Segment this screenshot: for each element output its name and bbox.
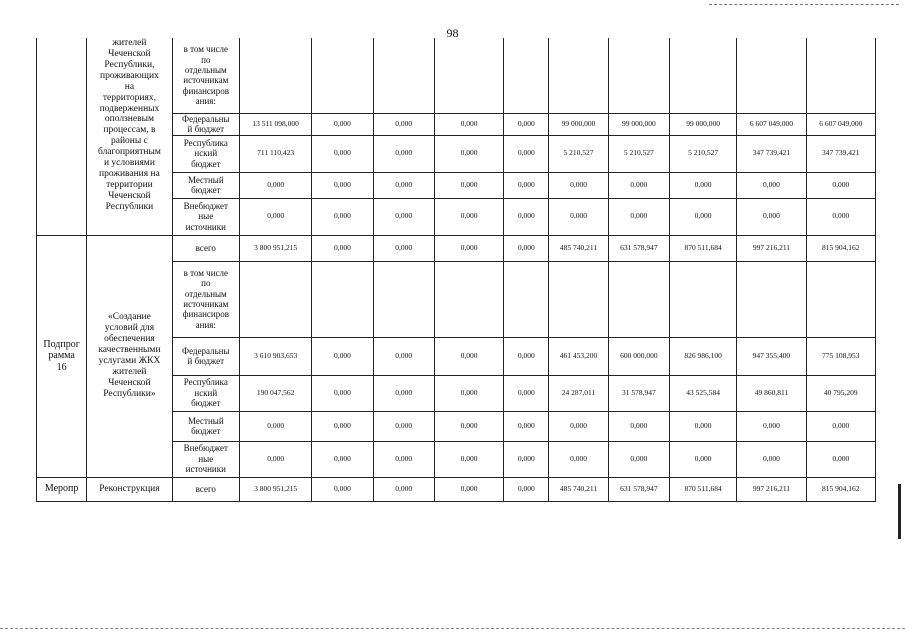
amount-cell: 0,000 <box>608 441 669 477</box>
amount-cell: 0,000 <box>434 235 503 261</box>
amount-cell: 0,000 <box>434 411 503 441</box>
amount-cell: 870 511,684 <box>669 235 736 261</box>
amount-cell: 0,000 <box>737 411 806 441</box>
amount-cell: 826 986,100 <box>669 337 736 375</box>
scan-artifact-bottom <box>0 628 905 629</box>
budget-table-body <box>37 38 876 501</box>
amount-cell: 711 110,423 <box>239 135 311 172</box>
budget-table <box>36 38 876 502</box>
program-cell: Меропр <box>37 477 87 501</box>
funding-source-label: всего <box>172 235 239 261</box>
amount-cell: 0,000 <box>608 172 669 198</box>
amount-cell: 0,000 <box>312 411 373 441</box>
amount-cell: 0,000 <box>312 135 373 172</box>
amount-cell <box>806 38 875 113</box>
amount-cell: 0,000 <box>504 375 549 411</box>
funding-source-label: всего <box>172 477 239 501</box>
funding-source-label: Местный бюджет <box>172 172 239 198</box>
amount-cell <box>434 38 503 113</box>
funding-source-label: в том числе по отдельным источникам финансиров ания: <box>172 38 239 113</box>
amount-cell: 0,000 <box>504 337 549 375</box>
program-cell <box>37 38 87 235</box>
amount-cell: 870 511,684 <box>669 477 736 501</box>
amount-cell: 0,000 <box>549 441 608 477</box>
amount-cell: 347 739,421 <box>737 135 806 172</box>
amount-cell: 0,000 <box>373 198 434 235</box>
amount-cell: 0,000 <box>434 198 503 235</box>
scan-artifact-right <box>898 484 901 539</box>
amount-cell <box>549 38 608 113</box>
amount-cell: 0,000 <box>373 235 434 261</box>
amount-cell: 461 453,200 <box>549 337 608 375</box>
amount-cell: 0,000 <box>239 198 311 235</box>
amount-cell: 347 739,421 <box>806 135 875 172</box>
amount-cell: 0,000 <box>373 411 434 441</box>
amount-cell: 0,000 <box>312 235 373 261</box>
funding-source-label: Внебюджет ные источники <box>172 441 239 477</box>
funding-source-label: Республика нский бюджет <box>172 375 239 411</box>
amount-cell: 0,000 <box>239 441 311 477</box>
amount-cell: 0,000 <box>373 113 434 135</box>
amount-cell <box>737 38 806 113</box>
amount-cell <box>434 261 503 337</box>
amount-cell: 0,000 <box>737 198 806 235</box>
amount-cell: 0,000 <box>434 477 503 501</box>
amount-cell: 3 610 903,653 <box>239 337 311 375</box>
funding-source-label: Федеральны й бюджет <box>172 337 239 375</box>
amount-cell: 0,000 <box>312 441 373 477</box>
amount-cell: 5 210,527 <box>669 135 736 172</box>
funding-source-label: в том числе по отдельным источникам финансиров ания: <box>172 261 239 337</box>
amount-cell: 0,000 <box>669 198 736 235</box>
amount-cell: 5 210,527 <box>608 135 669 172</box>
amount-cell: 0,000 <box>669 441 736 477</box>
amount-cell: 0,000 <box>549 198 608 235</box>
amount-cell: 0,000 <box>504 113 549 135</box>
amount-cell: 997 216,211 <box>737 235 806 261</box>
amount-cell <box>806 261 875 337</box>
amount-cell: 0,000 <box>806 441 875 477</box>
amount-cell <box>608 261 669 337</box>
amount-cell: 0,000 <box>504 477 549 501</box>
amount-cell <box>373 261 434 337</box>
amount-cell <box>549 261 608 337</box>
amount-cell: 0,000 <box>373 477 434 501</box>
program-description: Реконструкция <box>87 477 172 501</box>
amount-cell: 0,000 <box>806 172 875 198</box>
amount-cell: 0,000 <box>806 198 875 235</box>
amount-cell: 0,000 <box>608 198 669 235</box>
amount-cell: 0,000 <box>312 477 373 501</box>
amount-cell <box>737 261 806 337</box>
amount-cell: 997 216,211 <box>737 477 806 501</box>
funding-source-label: Местный бюджет <box>172 411 239 441</box>
amount-cell <box>373 38 434 113</box>
amount-cell: 0,000 <box>737 441 806 477</box>
amount-cell: 99 000,000 <box>608 113 669 135</box>
amount-cell: 0,000 <box>434 113 503 135</box>
table-row <box>37 235 876 261</box>
scan-artifact-top <box>709 4 899 5</box>
amount-cell: 631 578,947 <box>608 235 669 261</box>
amount-cell: 0,000 <box>434 441 503 477</box>
amount-cell: 775 108,953 <box>806 337 875 375</box>
amount-cell: 0,000 <box>312 198 373 235</box>
amount-cell: 0,000 <box>549 411 608 441</box>
amount-cell: 0,000 <box>504 198 549 235</box>
amount-cell: 0,000 <box>239 411 311 441</box>
amount-cell: 13 511 098,000 <box>239 113 311 135</box>
amount-cell: 0,000 <box>373 172 434 198</box>
amount-cell <box>608 38 669 113</box>
amount-cell: 40 795,209 <box>806 375 875 411</box>
amount-cell: 190 047,562 <box>239 375 311 411</box>
funding-source-label: Федеральны й бюджет <box>172 113 239 135</box>
amount-cell: 0,000 <box>504 411 549 441</box>
amount-cell: 43 525,584 <box>669 375 736 411</box>
program-description: жителей Чеченской Республики, проживающих на территориях, подверженных оползневым процессам, в районы с благоприятным и условиями проживания на территории Чеченской Республики <box>87 38 172 235</box>
amount-cell: 0,000 <box>373 337 434 375</box>
amount-cell: 6 607 049,000 <box>806 113 875 135</box>
amount-cell <box>312 261 373 337</box>
amount-cell: 0,000 <box>239 172 311 198</box>
amount-cell: 815 904,162 <box>806 235 875 261</box>
amount-cell: 0,000 <box>434 337 503 375</box>
amount-cell: 631 578,947 <box>608 477 669 501</box>
funding-source-label: Внебюджет ные источники <box>172 198 239 235</box>
amount-cell: 0,000 <box>312 113 373 135</box>
program-cell: Подпрог рамма 16 <box>37 235 87 477</box>
amount-cell: 947 355,400 <box>737 337 806 375</box>
amount-cell: 31 578,947 <box>608 375 669 411</box>
amount-cell: 3 800 951,215 <box>239 235 311 261</box>
amount-cell: 0,000 <box>434 135 503 172</box>
amount-cell: 6 607 049,000 <box>737 113 806 135</box>
funding-source-label: Республика нский бюджет <box>172 135 239 172</box>
amount-cell: 49 860,811 <box>737 375 806 411</box>
amount-cell: 0,000 <box>373 375 434 411</box>
amount-cell: 0,000 <box>737 172 806 198</box>
amount-cell: 0,000 <box>373 441 434 477</box>
program-description: «Создание условий для обеспечения качественными услугами ЖКХ жителей Чеченской Республики» <box>87 235 172 477</box>
amount-cell <box>504 38 549 113</box>
amount-cell <box>312 38 373 113</box>
amount-cell: 0,000 <box>312 337 373 375</box>
amount-cell: 0,000 <box>549 172 608 198</box>
amount-cell: 0,000 <box>669 411 736 441</box>
amount-cell <box>239 38 311 113</box>
amount-cell: 0,000 <box>504 135 549 172</box>
amount-cell: 0,000 <box>434 172 503 198</box>
amount-cell: 0,000 <box>434 375 503 411</box>
amount-cell <box>669 261 736 337</box>
amount-cell: 0,000 <box>312 375 373 411</box>
amount-cell: 0,000 <box>504 441 549 477</box>
amount-cell: 99 000,000 <box>549 113 608 135</box>
amount-cell: 0,000 <box>608 411 669 441</box>
amount-cell: 0,000 <box>504 172 549 198</box>
amount-cell: 0,000 <box>373 135 434 172</box>
table-row <box>37 477 876 501</box>
amount-cell: 0,000 <box>669 172 736 198</box>
amount-cell <box>669 38 736 113</box>
amount-cell: 485 740,211 <box>549 477 608 501</box>
table-row <box>37 38 876 113</box>
amount-cell: 3 800 951,215 <box>239 477 311 501</box>
amount-cell: 99 000,000 <box>669 113 736 135</box>
amount-cell: 815 904,162 <box>806 477 875 501</box>
amount-cell: 5 210,527 <box>549 135 608 172</box>
amount-cell: 0,000 <box>806 411 875 441</box>
amount-cell: 0,000 <box>312 172 373 198</box>
amount-cell: 24 287,011 <box>549 375 608 411</box>
amount-cell: 0,000 <box>504 235 549 261</box>
page-number: 98 <box>446 26 459 40</box>
amount-cell: 600 000,000 <box>608 337 669 375</box>
amount-cell: 485 740,211 <box>549 235 608 261</box>
amount-cell <box>239 261 311 337</box>
amount-cell <box>504 261 549 337</box>
